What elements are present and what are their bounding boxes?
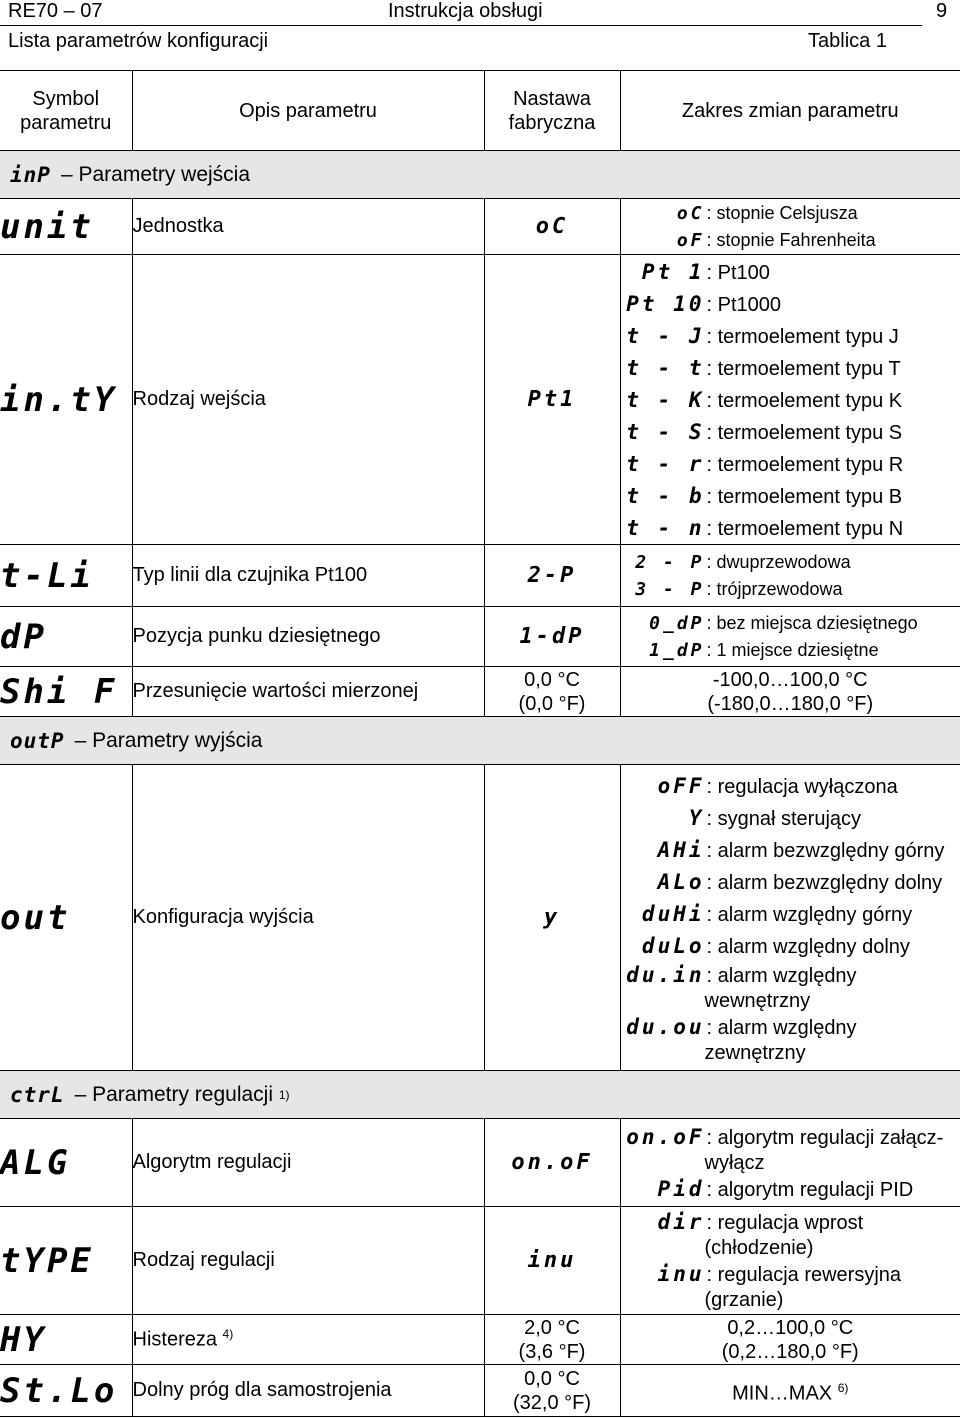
section-dash: – — [74, 1082, 87, 1106]
range-option: inu : regulacja rewersyjna — [657, 1261, 902, 1286]
param-default: 1-dP — [519, 624, 585, 649]
range-option-continuation: wyłącz — [704, 1151, 765, 1174]
param-description: Dolny próg dla samostrojenia — [132, 1365, 484, 1417]
list-title: Lista parametrów konfiguracji — [8, 30, 269, 52]
section-control-row — [0, 1071, 960, 1119]
col-description-header: Opis parametru — [132, 71, 484, 151]
range-option: AHi : alarm bezwzględny górny — [657, 837, 945, 862]
param-description: Rodzaj regulacji — [132, 1207, 484, 1315]
range-option-continuation: (grzanie) — [704, 1288, 784, 1311]
param-description: Algorytm regulacji — [132, 1119, 484, 1207]
range-option: oF : stopnie Fahrenheita — [676, 229, 876, 251]
range-option: du.in : alarm względny — [626, 962, 857, 987]
table-label: Tablica 1 — [808, 30, 887, 52]
param-description: Typ linii dla czujnika Pt100 — [132, 545, 484, 607]
parameter-table — [0, 70, 960, 1417]
range-option-continuation: (chłodzenie) — [704, 1236, 814, 1259]
param-symbol: ALG — [0, 1142, 71, 1183]
section-output-row — [0, 717, 960, 765]
range-option: t - b : termoelement typu B — [626, 483, 903, 508]
range-option-continuation: wewnętrzny — [704, 989, 811, 1012]
param-symbol: out — [0, 897, 71, 938]
document-title: Instrukcja obsługi — [388, 0, 543, 22]
footnote-marker: 6) — [837, 1380, 849, 1395]
col-symbol-header: Symbol parametru — [0, 71, 132, 151]
col-default-header: Nastawa fabryczna — [484, 71, 620, 151]
param-symbol: Shi F — [0, 671, 118, 712]
range-option-continuation: zewnętrzny — [704, 1041, 806, 1064]
range-option: Pt 1 : Pt100 — [641, 259, 770, 284]
header-rule — [0, 25, 922, 26]
param-symbol: St.Lo — [0, 1370, 118, 1411]
range-option: Pt 10 : Pt1000 — [626, 291, 782, 316]
section-input-symbol: inP — [10, 162, 51, 187]
footnote-marker: 1) — [278, 1087, 290, 1102]
range-option: 0_dP : bez miejsca dziesiętnego — [649, 612, 918, 634]
range-option: 2 - P : dwuprzewodowa — [635, 551, 851, 573]
param-default: Pt1 — [527, 387, 577, 412]
range-option: t - K : termoelement typu K — [626, 387, 903, 412]
section-output-title: Parametry wyjścia — [92, 728, 263, 752]
section-dash: – — [60, 162, 73, 186]
param-description: Konfiguracja wyjścia — [132, 765, 484, 1071]
param-row-decimal-point — [0, 607, 960, 667]
footnote-marker: 4) — [222, 1327, 234, 1342]
param-symbol: dP — [0, 616, 47, 657]
range-option: Pid : algorytm regulacji PID — [657, 1176, 914, 1201]
param-symbol: unit — [0, 206, 94, 247]
param-range: 0,2…100,0 °C (0,2…180,0 °F) — [620, 1315, 960, 1365]
param-symbol: t-Li — [0, 555, 94, 596]
range-option: on.oF : algorytm regulacji załącz- — [626, 1124, 944, 1149]
range-option: 3 - P : trójprzewodowa — [635, 578, 843, 600]
range-option: t - r : termoelement typu R — [626, 451, 904, 476]
param-row-input-type — [0, 255, 960, 545]
param-description: Rodzaj wejścia — [132, 255, 484, 545]
param-symbol: in.tY — [0, 379, 118, 420]
param-default: y — [543, 905, 561, 930]
param-row-shift — [0, 667, 960, 717]
section-control-title: Parametry regulacji — [92, 1082, 274, 1106]
param-row-output — [0, 765, 960, 1071]
param-symbol: tYPE — [0, 1240, 94, 1281]
section-output-symbol: outP — [10, 728, 65, 753]
param-row-control-type — [0, 1207, 960, 1315]
param-default: 0,0 °C (32,0 °F) — [484, 1365, 620, 1417]
range-option: duLo : alarm względny dolny — [641, 933, 910, 958]
param-symbol: HY — [0, 1319, 47, 1360]
page-number: 9 — [936, 0, 948, 22]
param-row-unit — [0, 199, 960, 255]
param-default: oC — [535, 214, 569, 239]
range-option: oFF : regulacja wyłączona — [657, 773, 898, 798]
range-option: Y : sygnał sterujący — [688, 805, 862, 830]
param-default: on.oF — [511, 1150, 593, 1175]
param-default: 2,0 °C (3,6 °F) — [484, 1315, 620, 1365]
range-option: t - n : termoelement typu N — [626, 515, 904, 540]
range-option: t - J : termoelement typu J — [626, 323, 899, 348]
param-default: inu — [527, 1248, 577, 1273]
param-description: Pozycja punku dziesiętnego — [132, 607, 484, 667]
range-option: du.ou : alarm względny — [626, 1014, 857, 1039]
range-option: 1_dP : 1 miejsce dziesiętne — [649, 639, 879, 661]
col-range-header: Zakres zmian parametru — [620, 71, 960, 151]
table-header-row — [0, 71, 960, 151]
param-default: 0,0 °C (0,0 °F) — [484, 667, 620, 717]
range-option: t - S : termoelement typu S — [626, 419, 903, 444]
document-id: RE70 – 07 — [8, 0, 103, 22]
section-control-symbol: ctrL — [10, 1082, 65, 1107]
param-range: MIN…MAX — [732, 1382, 833, 1405]
section-input-row — [0, 151, 960, 199]
range-option: t - t : termoelement typu T — [626, 355, 901, 380]
param-row-selftune-low — [0, 1365, 960, 1417]
param-row-hysteresis — [0, 1315, 960, 1365]
param-range: -100,0…100,0 °C (-180,0…180,0 °F) — [620, 667, 960, 717]
range-option: oC : stopnie Celsjusza — [676, 202, 858, 224]
param-description: Przesunięcie wartości mierzonej — [132, 667, 484, 717]
param-row-algorithm — [0, 1119, 960, 1207]
param-default: 2-P — [527, 563, 577, 588]
param-description: Jednostka — [132, 199, 484, 255]
section-input-title: Parametry wejścia — [78, 162, 251, 186]
range-option: dir : regulacja wprost — [657, 1209, 864, 1234]
range-option: duHi : alarm względny górny — [641, 901, 913, 926]
range-option: ALo : alarm bezwzględny dolny — [657, 869, 943, 894]
param-row-line-type — [0, 545, 960, 607]
param-description: Histereza — [132, 1328, 217, 1351]
section-dash: – — [74, 728, 87, 752]
